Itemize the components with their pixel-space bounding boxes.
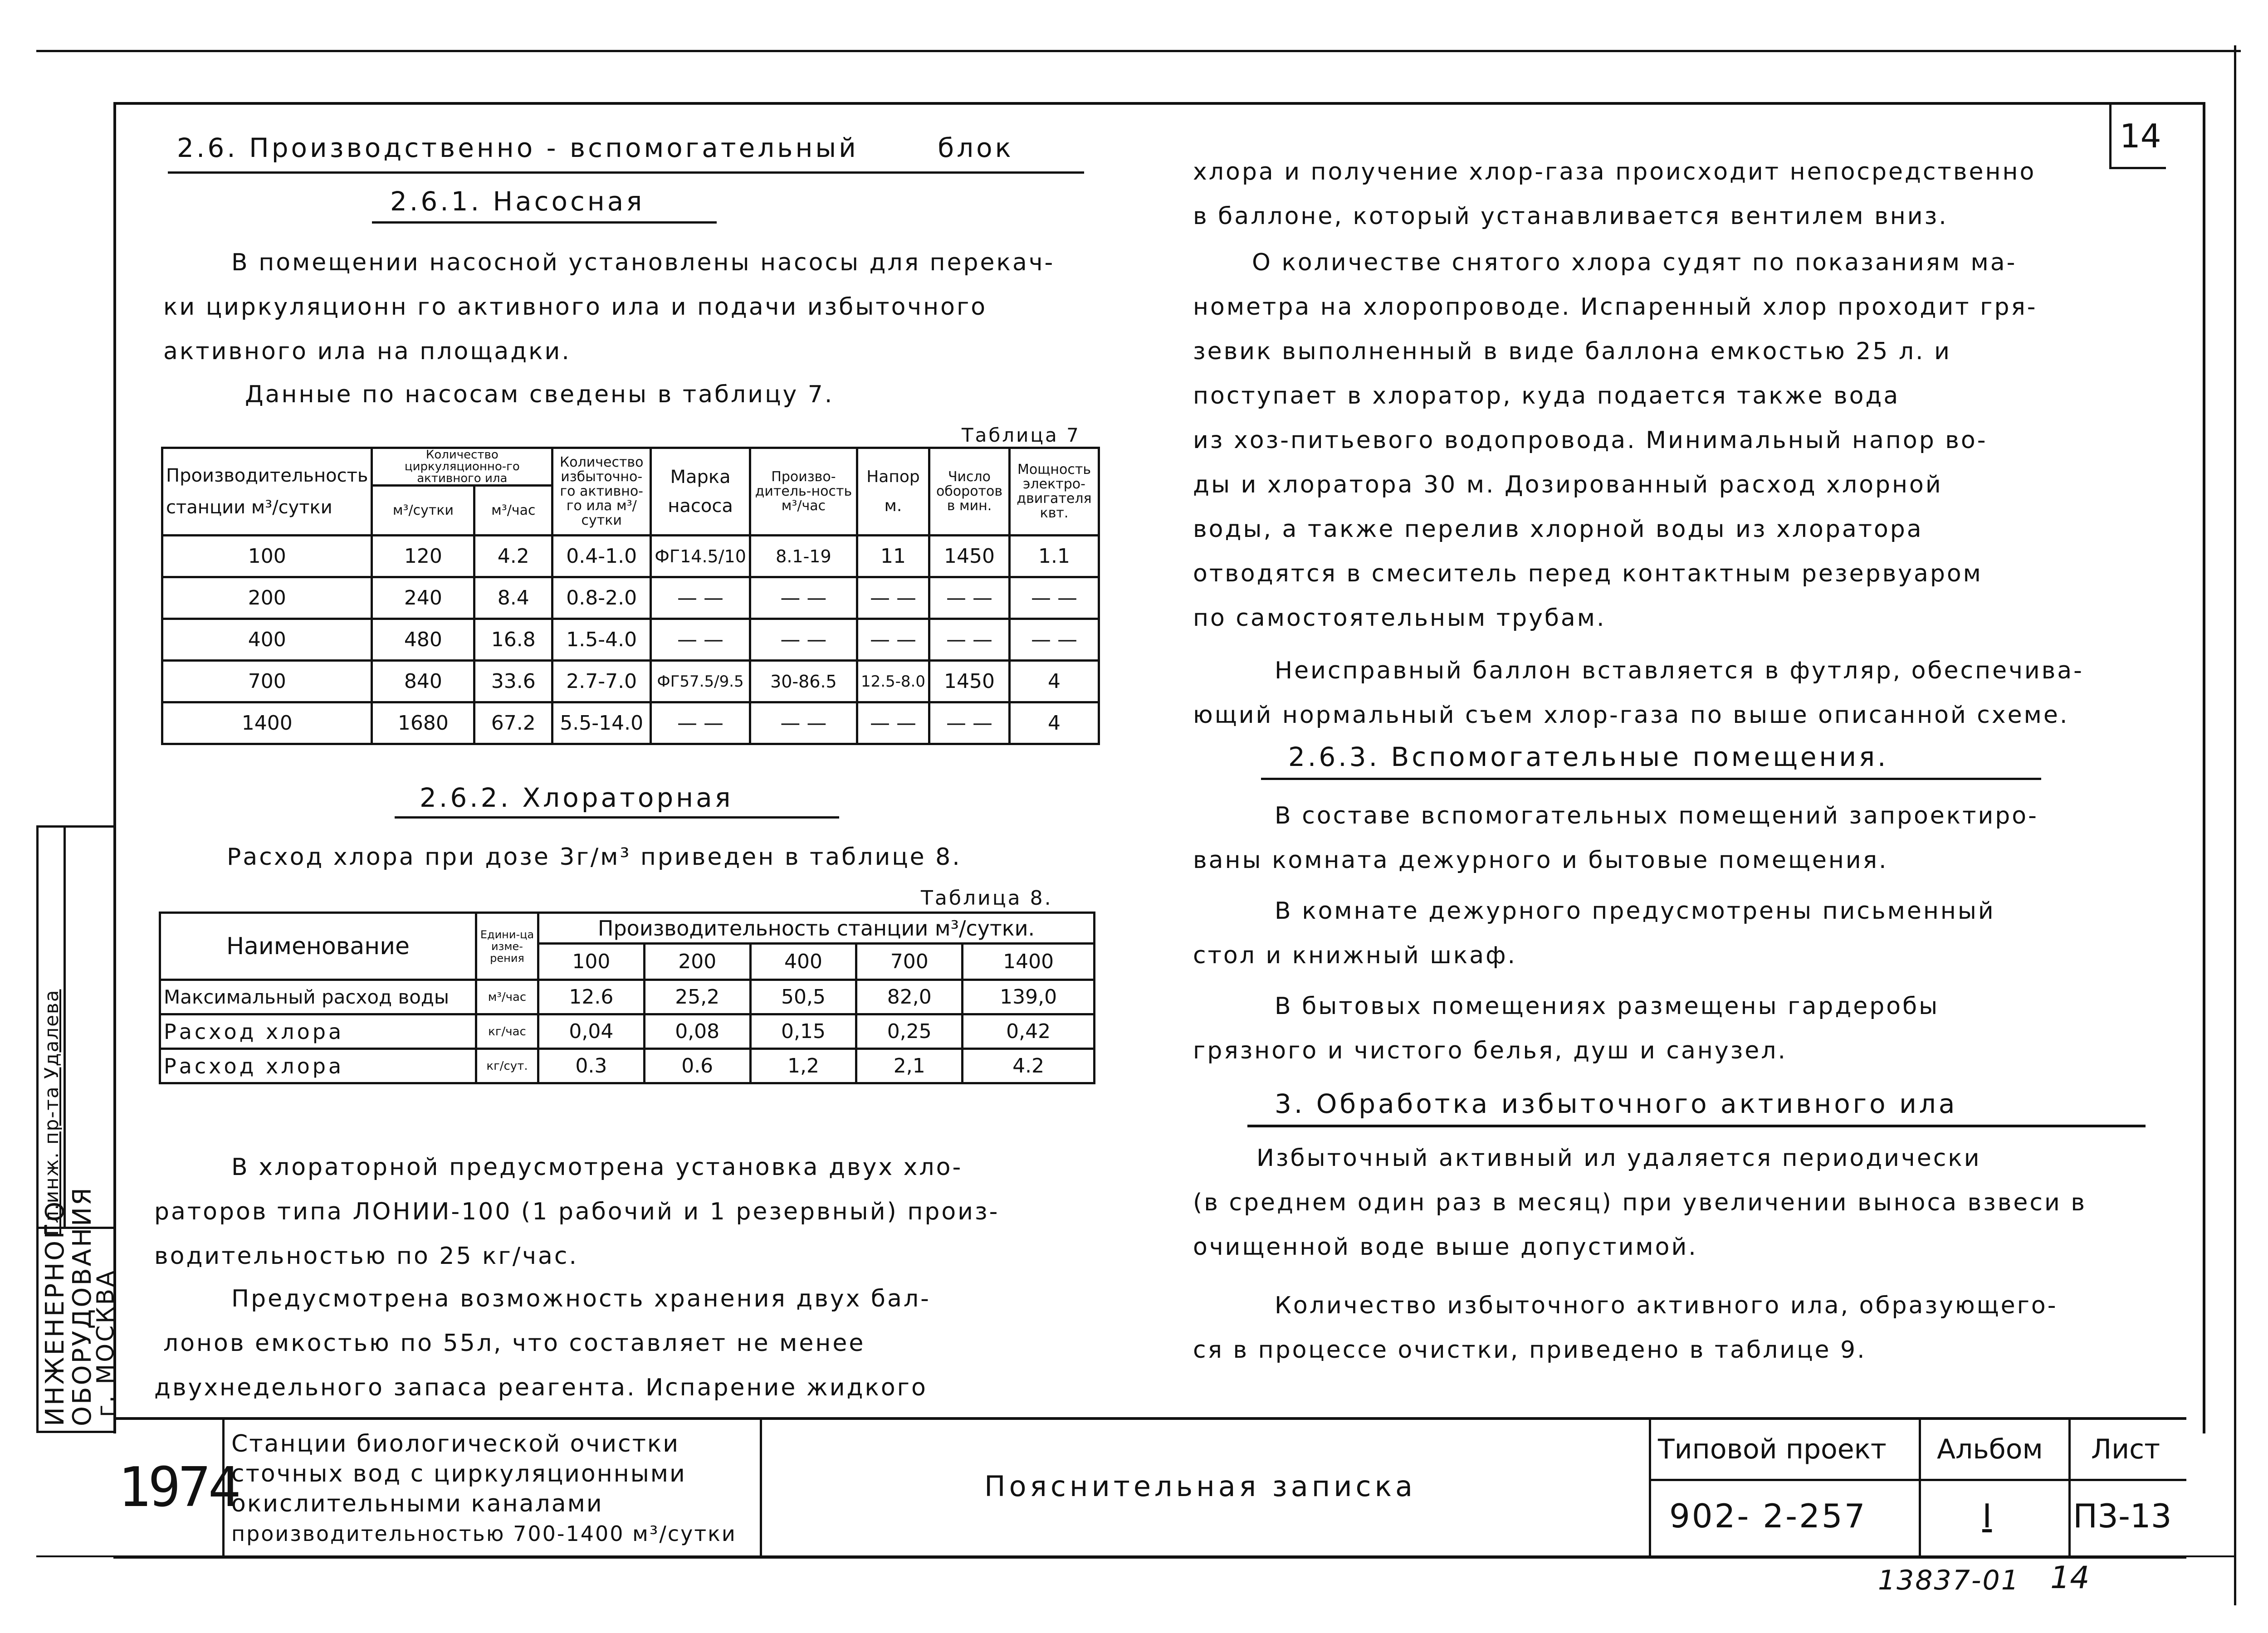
right-paragraph-2: О количестве снятого хлора судят по показаниям ма- нометра на хлоропроводе. Испаренный хлор проходит гря- зевик выполненный в виде баллона емкостью 25 л. и поступает в хлоратор, куда подается также вода из хоз-питьевого водопровода. Минимальный напор во- ды и хлоратора 30 м. Дозированный расход хлорной воды, а также перелив хлорной воды из хлоратора отводятся в смеситель перед контактным резервуаром по самостоятельным трубам.	[1193, 249, 2038, 632]
name-header: Наименование	[160, 913, 476, 980]
table-row: Максимальный расход воды м³/час 12.6 25,2 50,5 82,0 139,0	[160, 980, 1095, 1014]
subsection-auxiliary-title: 2.6.3. Вспомогательные помещения.	[1288, 741, 1889, 772]
table-row: Расход хлора кг/сут. 0.3 0.6 1,2 2,1 4.2	[160, 1049, 1095, 1083]
project-number: 902- 2-257	[1669, 1497, 1867, 1535]
table7-caption: Таблица 7	[962, 424, 1080, 446]
table-row: 200 240 8.4 0.8-2.0 — — — — — — — — — —	[162, 577, 1099, 619]
pump-paragraph: В помещении насосной установлены насосы для перекач- ки циркуляционн го активного ила и подачи избыточного активного ила на площадки.	[163, 249, 1055, 365]
unit-header: Едини-ца изме-рения	[476, 913, 538, 980]
table-row: 1400 1680 67.2 5.5-14.0 — — — — — — — — 4	[162, 702, 1099, 744]
head-header: Напор м.	[857, 448, 929, 536]
table8-caption: Таблица 8.	[921, 887, 1053, 910]
circ-day-header: м³/сутки	[372, 486, 474, 536]
section-excess-sludge-underline	[1247, 1125, 2146, 1127]
circ-hour-header: м³/час	[474, 486, 552, 536]
chlorine-consumption-table: Наименование Едини-ца изме-рения Производительность станции м³/сутки. 100 200 400 700 1400 Максимальный расход воды м³/час 12.6 25,2 50,5 82,0 139,0 Расход хлора кг/час 0,04 0,08 0,15 0,25 0,42 Расход хлора кг/сут. 0.3 0.6 1,2 2,1 4.2	[159, 912, 1095, 1084]
cylinder-storage-paragraph: Предусмотрена возможность хранения двух бал- лонов емкостью по 55л, что составляет не менее двухнедельного запаса реагента. Испарение жидкого	[154, 1285, 931, 1401]
table-row: 100 120 4.2 0.4-1.0 ФГ14.5/10 8.1-19 11 1450 1.1	[162, 536, 1099, 577]
project-label: Типовой проект	[1658, 1433, 1887, 1465]
section-excess-sludge-title: 3. Обработка избыточного активного ила	[1275, 1088, 1958, 1119]
power-header: Мощность электро-двигателя квт.	[1010, 448, 1099, 536]
title-block-year: 1974	[118, 1456, 238, 1519]
subsection-chlorinator-title: 2.6.2. Хлораторная	[420, 782, 733, 813]
pump-table-reference: Данные по насосам сведены в таблицу 7.	[245, 381, 834, 408]
sheet-number: П3-13	[2073, 1497, 2172, 1535]
side-stamp-engineer: Гл.инж. пр-та Удалева	[40, 989, 63, 1236]
footer-code: 13837-01	[1878, 1565, 2020, 1596]
rpm-header: Число оборотов в мин.	[929, 448, 1010, 536]
subsection-chlorinator-underline	[395, 816, 839, 819]
table-row: 700 840 33.6 2.7-7.0 ФГ57.5/9.5 30-86.5 12.5-8.0 1450 4	[162, 661, 1099, 702]
title-block-doc-title: Пояснительная записка	[984, 1470, 1417, 1503]
page-number-box	[2109, 103, 2166, 169]
title-block-description: Станции биологической очистки сточных вод с циркуляционными окислительными каналами производительностью 700-1400 м³/сутки	[231, 1430, 737, 1546]
table-row: Расход хлора кг/час 0,04 0,08 0,15 0,25 0,42	[160, 1014, 1095, 1049]
right-paragraph-7: Избыточный активный ил удаляется периодически (в среднем один раз в месяц) при увеличении выноса взвеси в очищенной воде выше допустимой.	[1193, 1145, 2087, 1261]
subsection-auxiliary-underline	[1261, 778, 2041, 780]
capacity-header: Произво-дитель-ность м³/час	[750, 448, 857, 536]
side-stamp-org-line2: ОБОРУДОВАНИЯ	[68, 1186, 97, 1426]
album-number: I	[1982, 1497, 1992, 1535]
productivity-group-header: Производительность станции м³/сутки.	[538, 913, 1095, 944]
excess-sludge-header: Количество избыточно-го активно-го ила м³/сутки	[552, 448, 651, 536]
album-label: Альбом	[1937, 1433, 2043, 1465]
right-paragraph-4: В составе вспомогательных помещений запроектиро- ваны комната дежурного и бытовые помещения.	[1193, 802, 2038, 874]
right-paragraph-3: Неисправный баллон вставляется в футляр, обеспечива- ющий нормальный съем хлор-газа по выше описанной схеме.	[1193, 657, 2084, 729]
bottom-line	[36, 1555, 2236, 1557]
side-stamp-org-line3: г. МОСКВА	[92, 1269, 119, 1417]
right-border-line	[2234, 45, 2236, 1605]
table-row: 400 480 16.8 1.5-4.0 — — — — — — — — — —	[162, 619, 1099, 661]
title-block	[113, 1417, 2186, 1559]
subsection-pump-title: 2.6.1. Насосная	[390, 186, 645, 217]
circulation-header: Количество циркуляционно-го активного ила	[372, 448, 552, 486]
section-title-underline	[168, 171, 1084, 174]
chlorinator-installation-paragraph: В хлораторной предусмотрена установка двух хло- раторов типа ЛОНИИ-100 (1 рабочий и 1 резервный) произ- водительностью по 25 кг/час.	[154, 1154, 1000, 1270]
top-border-line	[36, 50, 2241, 52]
page-number: 14	[2120, 117, 2161, 155]
subsection-pump-underline	[372, 221, 717, 224]
footer-page: 14	[2050, 1560, 2090, 1596]
right-paragraph-1: хлора и получение хлор-газа происходит непосредственно в баллоне, который устанавливается вентилем вниз.	[1193, 158, 2036, 230]
pump-model-header: Марка насоса	[651, 448, 750, 536]
right-paragraph-6: В бытовых помещениях размещены гардеробы грязного и чистого белья, душ и санузел.	[1193, 993, 1940, 1064]
side-stamp-org-line1: ИНЖЕНЕРНОГО	[40, 1199, 70, 1426]
sheet-label: Лист	[2091, 1433, 2160, 1465]
productivity-header: Производительность станции м³/сутки	[162, 448, 372, 536]
section-title: 2.6. Производственно - вспомогательный блок	[177, 132, 1014, 163]
side-stamp	[36, 825, 119, 1433]
right-paragraph-8: Количество избыточного активного ила, образующего- ся в процессе очистки, приведено в таблице 9.	[1193, 1292, 2058, 1364]
right-paragraph-5: В комнате дежурного предусмотрены письменный стол и книжный шкаф.	[1193, 897, 1995, 969]
pump-data-table	[161, 447, 1100, 745]
chlorine-dose-paragraph: Расход хлора при дозе 3г/м³ приведен в таблице 8.	[227, 843, 962, 871]
